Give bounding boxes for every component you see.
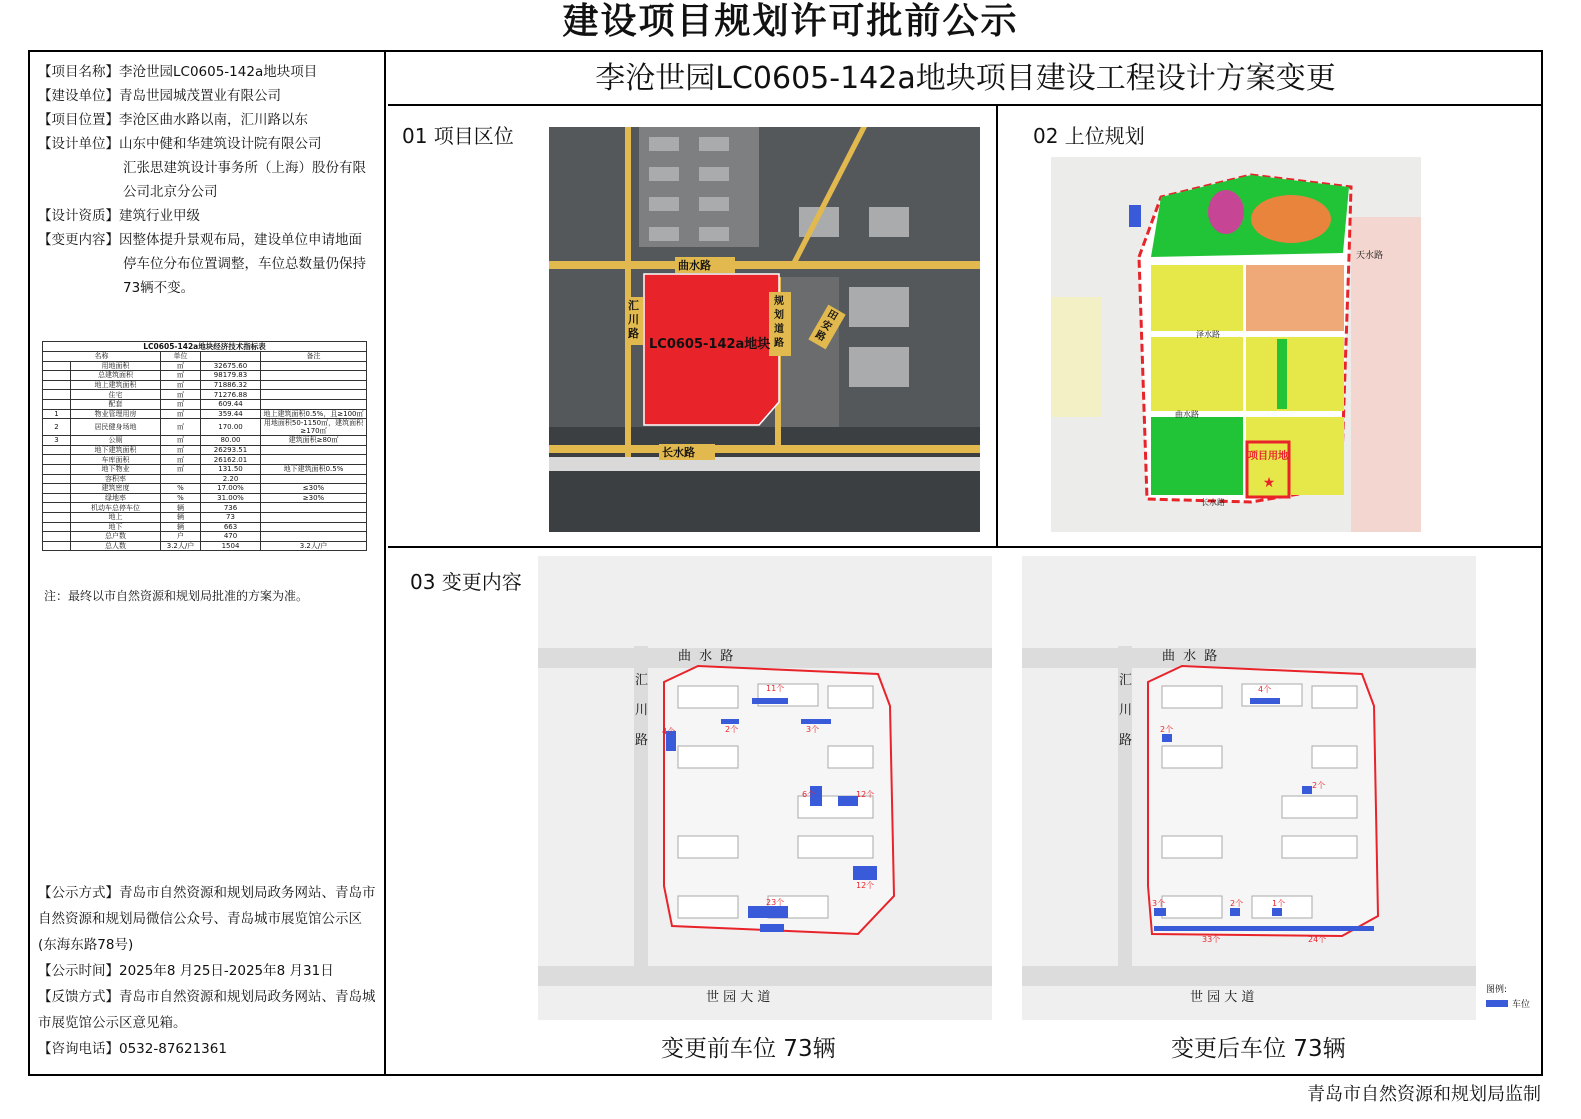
panel-divider-horizontal xyxy=(388,546,1543,548)
tech-cell-note xyxy=(261,361,367,371)
tech-cell-unit: 户 xyxy=(161,532,201,542)
designer-2: 汇张思建筑设计事务所（上海）股份有限 xyxy=(123,160,366,176)
header-unit: 单位 xyxy=(161,352,201,362)
tech-cell-value: 26162.01 xyxy=(201,455,261,465)
publicity-feedback: 【反馈方式】青岛市自然资源和规划局政务网站、青岛城市展览馆公示区意见箱。 xyxy=(38,989,376,1031)
plan-before-caption: 变更前车位 73辆 xyxy=(661,1036,836,1062)
tech-cell-note xyxy=(261,522,367,532)
tech-table-row xyxy=(43,532,367,542)
tech-cell-value: 71886.32 xyxy=(201,380,261,390)
panel-label-upper-plan: 02 上位规划 xyxy=(1033,124,1145,148)
tech-cell-unit: 辆 xyxy=(161,503,201,513)
plan-before-road-west: 汇 川 路 xyxy=(635,673,649,748)
tech-cell-index: 3 xyxy=(43,436,71,446)
designer-1: 山东中健和华建筑设计院有限公司 xyxy=(119,136,322,152)
tech-cell-unit: ㎡ xyxy=(161,464,201,474)
tech-table-row xyxy=(43,541,367,551)
tech-cell-value: 736 xyxy=(201,503,261,513)
before-count-2: 4个 xyxy=(662,727,676,736)
tech-cell-value: 131.50 xyxy=(201,464,261,474)
road-label-planned: 规划道路 xyxy=(774,296,784,349)
tech-table-row xyxy=(43,484,367,494)
tech-cell-unit xyxy=(161,474,201,484)
tech-cell-value: 73 xyxy=(201,512,261,522)
road-label-qushui: 曲水路 xyxy=(678,259,711,272)
tech-cell-name: 地下 xyxy=(71,522,161,532)
tech-cell-value: 470 xyxy=(201,532,261,542)
tech-cell-name: 配套 xyxy=(71,399,161,409)
publicity-time: 【公示时间】2025年8 月25日-2025年8 月31日 xyxy=(38,963,334,979)
zoning-road-changshui: 长水路 xyxy=(1201,498,1225,507)
tech-cell-name: 住宅 xyxy=(71,390,161,400)
tech-cell-value: 31.00% xyxy=(201,493,261,503)
tech-table-row xyxy=(43,409,367,419)
tech-cell-unit: ㎡ xyxy=(161,445,201,455)
tech-cell-unit: ㎡ xyxy=(161,390,201,400)
road-label-tianan: 田安路 xyxy=(813,308,840,344)
site-plan-after xyxy=(1022,556,1476,1020)
svg-text:★: ★ xyxy=(1262,475,1276,491)
tech-cell-unit: ㎡ xyxy=(161,371,201,381)
tech-cell-name: 总建筑面积 xyxy=(71,371,161,381)
qualification-key: 【设计资质】 xyxy=(38,208,119,224)
tech-cell-value: 80.00 xyxy=(201,436,261,446)
tech-cell-value: 71276.88 xyxy=(201,390,261,400)
tech-table-row xyxy=(43,464,367,474)
after-count-5: 2个 xyxy=(1230,899,1244,908)
legend-parking-label: 车位 xyxy=(1512,1000,1531,1010)
plan-after-road-west: 汇 川 路 xyxy=(1119,673,1133,748)
tech-cell-unit: % xyxy=(161,493,201,503)
tech-table-row xyxy=(43,503,367,513)
tech-cell-unit: ㎡ xyxy=(161,361,201,371)
tech-table-caption: LC0605-142a地块经济技术指标表 xyxy=(42,341,367,351)
change-3: 73辆不变。 xyxy=(123,280,195,296)
tech-cell-note xyxy=(261,474,367,484)
left-info-column xyxy=(30,52,386,1074)
tech-cell-value: 32675.60 xyxy=(201,361,261,371)
before-count-5: 6个 xyxy=(802,790,816,799)
tech-cell-value: 26293.51 xyxy=(201,445,261,455)
after-count-2: 2个 xyxy=(1160,725,1174,734)
tech-cell-name: 建筑密度 xyxy=(71,484,161,494)
header-value xyxy=(201,352,261,362)
legend-title: 图例: xyxy=(1486,985,1508,995)
designer-3: 公司北京分公司 xyxy=(123,184,218,200)
tech-table-row xyxy=(43,390,367,400)
approval-note: 注：最终以市自然资源和规划局批准的方案为准。 xyxy=(44,589,309,603)
tech-cell-name: 物业管理用房 xyxy=(71,409,161,419)
zoning-map-svg xyxy=(1051,157,1421,532)
change-2: 停车位分布位置调整，车位总数量仍保持 xyxy=(123,256,366,272)
tech-cell-note: ≥30% xyxy=(261,493,367,503)
plan-after-road-south: 世 园 大 道 xyxy=(1190,990,1255,1005)
tech-table-row xyxy=(43,371,367,381)
before-count-7: 12个 xyxy=(856,881,875,890)
tech-table-row xyxy=(43,399,367,409)
tech-cell-note: 建筑面积≥80㎡ xyxy=(261,436,367,446)
tech-cell-index xyxy=(43,532,71,542)
tech-cell-value: 359.44 xyxy=(201,409,261,419)
tech-cell-unit: ㎡ xyxy=(161,409,201,419)
tech-table-row xyxy=(43,522,367,532)
legend-parking-swatch xyxy=(1486,1000,1508,1007)
tech-cell-index xyxy=(43,371,71,381)
zoning-road-qushui: 曲水路 xyxy=(1175,410,1199,419)
tech-cell-unit: % xyxy=(161,484,201,494)
tech-cell-name: 车库面积 xyxy=(71,455,161,465)
builder-key: 【建设单位】 xyxy=(38,88,119,104)
tech-cell-name: 地下物业 xyxy=(71,464,161,474)
tech-cell-note xyxy=(261,455,367,465)
site-plan-before xyxy=(538,556,992,1020)
before-count-8: 23个 xyxy=(766,898,785,907)
tech-table-row xyxy=(43,380,367,390)
location-key: 【项目位置】 xyxy=(38,112,119,128)
tech-cell-note xyxy=(261,532,367,542)
tech-cell-name: 用地面积 xyxy=(71,361,161,371)
tech-cell-unit: 辆 xyxy=(161,512,201,522)
plan-after-svg xyxy=(1022,556,1476,1020)
tech-cell-value: 2.20 xyxy=(201,474,261,484)
tech-cell-name: 地上建筑面积 xyxy=(71,380,161,390)
tech-cell-index: 2 xyxy=(43,419,71,436)
tech-cell-note xyxy=(261,371,367,381)
zoning-site-label: 项目用地 xyxy=(1248,451,1288,462)
change-1: 因整体提升景观布局，建设单位申请地面 xyxy=(119,232,362,248)
zoning-road-zeshui: 泽水路 xyxy=(1196,330,1220,339)
tech-cell-index xyxy=(43,541,71,551)
tech-table-body xyxy=(43,361,367,551)
tech-cell-name: 机动车总停车位 xyxy=(71,503,161,513)
tech-table-row xyxy=(43,361,367,371)
site-label: LC0605-142a地块 xyxy=(649,337,771,352)
tech-table-row xyxy=(43,455,367,465)
tech-cell-note: 用地面积50-1150㎡，建筑面积≥170㎡ xyxy=(261,419,367,436)
panel-divider-vertical xyxy=(996,106,998,546)
tech-cell-index xyxy=(43,455,71,465)
qualification: 建筑行业甲级 xyxy=(119,208,200,224)
plan-before-road-north: 曲 水 路 xyxy=(678,649,736,664)
tech-cell-unit: ㎡ xyxy=(161,455,201,465)
plan-after-caption: 变更后车位 73辆 xyxy=(1171,1036,1346,1062)
footer-supervisor: 青岛市自然资源和规划局监制 xyxy=(1307,1084,1541,1105)
tech-table-row xyxy=(43,436,367,446)
plan-after-road-north: 曲 水 路 xyxy=(1162,649,1220,664)
tech-cell-note xyxy=(261,503,367,513)
tech-cell-index xyxy=(43,445,71,455)
after-count-3: 2个 xyxy=(1312,781,1326,790)
tech-cell-index xyxy=(43,512,71,522)
tech-cell-index xyxy=(43,464,71,474)
tech-cell-index xyxy=(43,399,71,409)
tech-cell-note xyxy=(261,399,367,409)
tech-cell-unit: ㎡ xyxy=(161,436,201,446)
plan-before-road-south: 世 园 大 道 xyxy=(706,990,771,1005)
tech-table-row xyxy=(43,512,367,522)
after-count-8: 24个 xyxy=(1308,935,1327,944)
after-count-1: 4个 xyxy=(1258,685,1272,694)
tech-cell-name: 地下建筑面积 xyxy=(71,445,161,455)
plan-before-svg xyxy=(538,556,992,1020)
tech-cell-name: 容积率 xyxy=(71,474,161,484)
tech-cell-value: 98179.83 xyxy=(201,371,261,381)
tech-cell-value: 170.00 xyxy=(201,419,261,436)
tech-cell-note: ≤30% xyxy=(261,484,367,494)
tech-cell-index xyxy=(43,474,71,484)
before-count-1: 11个 xyxy=(766,684,785,693)
tech-indicator-table xyxy=(42,341,367,551)
tech-cell-note: 3.2人/户 xyxy=(261,541,367,551)
tech-cell-unit: ㎡ xyxy=(161,380,201,390)
tech-cell-value: 1504 xyxy=(201,541,261,551)
after-count-6: 1个 xyxy=(1272,899,1286,908)
zoning-road-tianshui: 天水路 xyxy=(1356,251,1384,261)
tech-cell-value: 17.00% xyxy=(201,484,261,494)
tech-cell-note xyxy=(261,512,367,522)
publicity-phone: 【咨询电话】0532-87621361 xyxy=(38,1041,227,1057)
tech-cell-unit: 3.2人/户 xyxy=(161,541,201,551)
tech-cell-index xyxy=(43,361,71,371)
notice-frame xyxy=(28,50,1543,1076)
publicity-method: 【公示方式】青岛市自然资源和规划局政务网站、青岛市自然资源和规划局微信公众号、青岛城市展览馆公示区(东海东路78号) xyxy=(38,885,376,953)
tech-cell-index xyxy=(43,484,71,494)
tech-cell-note xyxy=(261,380,367,390)
tech-cell-name: 公厕 xyxy=(71,436,161,446)
panel-label-change: 03 变更内容 xyxy=(410,570,522,594)
before-count-4: 3个 xyxy=(806,725,820,734)
change-key: 【变更内容】 xyxy=(38,232,119,248)
road-label-huichuan: 汇川路 xyxy=(628,299,639,340)
tech-cell-index xyxy=(43,493,71,503)
tech-cell-name: 地上 xyxy=(71,512,161,522)
location-map-svg xyxy=(549,127,980,532)
tech-cell-index: 1 xyxy=(43,409,71,419)
right-drawings-column xyxy=(388,52,1543,1074)
tech-cell-note: 地上建筑面积0.5%，且≥100㎡ xyxy=(261,409,367,419)
panel-label-location: 01 项目区位 xyxy=(402,124,514,148)
project-heading: 李沧世园LC0605-142a地块项目建设工程设计方案变更 xyxy=(388,52,1543,106)
tech-cell-name: 总户数 xyxy=(71,532,161,542)
tech-table-row xyxy=(43,493,367,503)
tech-table-row xyxy=(43,474,367,484)
publicity-info xyxy=(38,880,380,1062)
tech-cell-name: 居民健身场地 xyxy=(71,419,161,436)
tech-cell-name: 总人数 xyxy=(71,541,161,551)
tech-cell-index xyxy=(43,503,71,513)
after-count-7: 33个 xyxy=(1202,935,1221,944)
tech-cell-value: 663 xyxy=(201,522,261,532)
tech-cell-index xyxy=(43,522,71,532)
header-note: 备注 xyxy=(261,352,367,362)
builder: 青岛世园城茂置业有限公司 xyxy=(119,88,281,104)
upper-zoning-plan-map xyxy=(1051,157,1421,532)
road-label-changshui: 长水路 xyxy=(662,446,695,459)
tech-cell-index xyxy=(43,380,71,390)
designer-key: 【设计单位】 xyxy=(38,136,119,152)
tech-cell-note: 地下建筑面积0.5% xyxy=(261,464,367,474)
tech-cell-value: 609.44 xyxy=(201,399,261,409)
tech-cell-unit: ㎡ xyxy=(161,399,201,409)
project-name-key: 【项目名称】 xyxy=(38,64,119,80)
tech-cell-note xyxy=(261,390,367,400)
tech-cell-note xyxy=(261,445,367,455)
tech-cell-unit: ㎡ xyxy=(161,419,201,436)
tech-table-row xyxy=(43,419,367,436)
before-count-6: 12个 xyxy=(856,790,875,799)
tech-cell-name: 绿地率 xyxy=(71,493,161,503)
page-title: 建设项目规划许可批前公示 xyxy=(562,1,1019,42)
after-count-4: 3个 xyxy=(1152,899,1166,908)
before-count-3: 2个 xyxy=(725,725,739,734)
project-info xyxy=(38,60,384,300)
project-name: 李沧世园LC0605-142a地块项目 xyxy=(119,64,318,80)
tech-table-row xyxy=(43,445,367,455)
tech-cell-unit: 辆 xyxy=(161,522,201,532)
header-name: 名称 xyxy=(43,352,161,362)
location: 李沧区曲水路以南，汇川路以东 xyxy=(119,112,308,128)
location-satellite-map xyxy=(549,127,980,532)
tech-cell-index xyxy=(43,390,71,400)
